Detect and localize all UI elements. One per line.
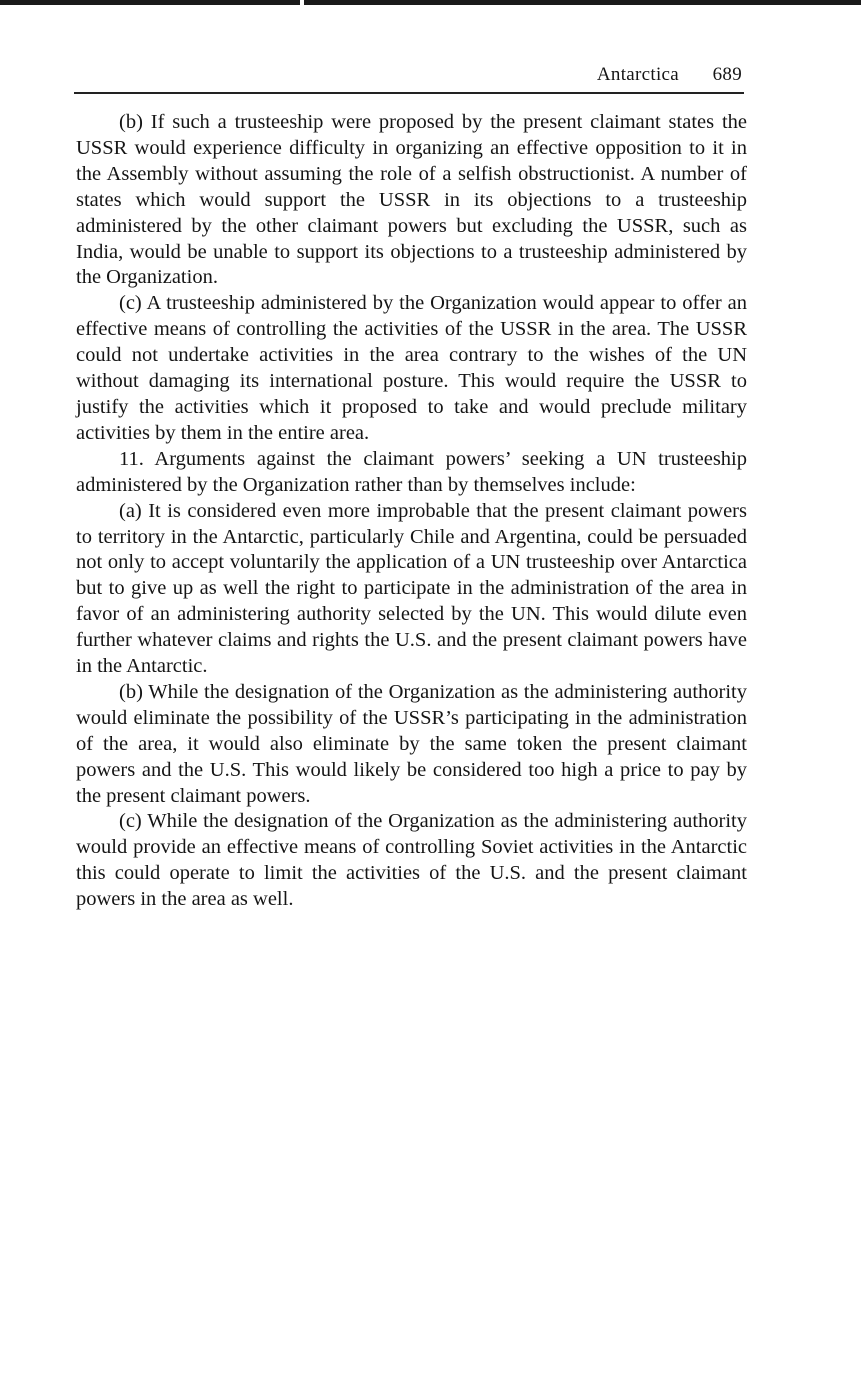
top-border	[0, 0, 861, 5]
top-border-gap	[300, 0, 304, 5]
paragraph-10c: (c) A trusteeship administered by the Organization would appear to offer an effective means of controlling the activities of the USSR in the area. The USSR could not undertake activities in the area contrary to the wishes of the UN without damaging its international posture. This would require the USSR to justify the activities which it proposed to take and would preclude military activities by them in the entire area.	[76, 292, 747, 444]
header-rule	[74, 92, 744, 94]
running-header	[74, 62, 743, 88]
page-number: 689	[712, 64, 742, 85]
paragraph-10b: (b) If such a trusteeship were proposed by the present claimant states the USSR would experience difficulty in organizing an effective opposition to it in the Assembly without assuming the role of a selfish obstructionist. A number of states which would support the USSR in its objections to a trusteeship administered by the other claimant powers but excluding the USSR, such as India, would be unable to support its objections to a trusteeship administered by the Organization.	[76, 111, 747, 289]
page-body	[76, 110, 747, 913]
paragraph-11a: (a) It is considered even more improbable that the present claimant powers to territory in the Antarctic, particularly Chile and Argentina, could be persuaded not only to accept voluntarily the application of a UN trusteeship over Antarctica but to give up as well the right to participate in the administration of the area in favor of an administering authority selected by the UN. This would dilute even further whatever claims and rights the U.S. and the present claimant powers have in the Antarctic.	[76, 499, 747, 678]
paragraph-11c: (c) While the designation of the Organization as the administering authority would provide an effective means of controlling Soviet activities in the Antarctic this could operate to limit the activities of the U.S. and the present claimant powers in the area as well.	[76, 810, 747, 911]
paragraph-11: 11. Arguments against the claimant powers’ seeking a UN trusteeship administered by the Organization rather than by themselves include:	[76, 447, 747, 496]
paragraph-11b: (b) While the designation of the Organization as the administering authority would eliminate the possibility of the USSR’s participating in the administration of the area, it would also eliminate by the same token the present claimant powers and the U.S. This would likely be considered too high a price to pay by the present claimant powers.	[76, 680, 747, 807]
running-title: Antarctica	[596, 64, 679, 85]
